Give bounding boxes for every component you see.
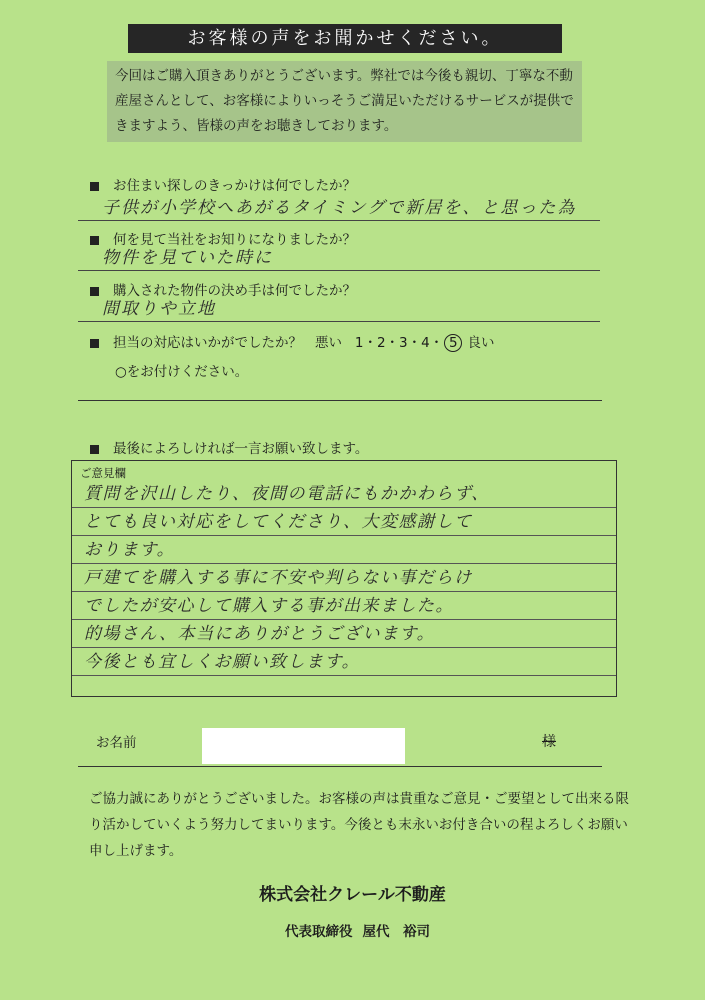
comment-line: 質問を沢山したり、夜間の電話にもかかわらず、 [72,481,616,508]
name-suffix: 様 [542,734,556,750]
bullet-square-icon [90,236,99,245]
comment-line: 的場さん、本当にありがとうございます。 [72,621,616,648]
name-label: お名前 [96,735,137,751]
comment-label: ご意見欄 [80,466,126,480]
bullet-square-icon [90,182,99,191]
rating-bad-label: 悪い [315,335,342,351]
rating-good-label: 良い [467,335,495,351]
bullet-square-icon [90,339,99,348]
representative [0,920,705,940]
question-1 [90,174,356,194]
name-redacted [202,728,405,764]
question-1-label: お住まい探しのきっかけは何でしたか？ [113,178,356,194]
bullet-square-icon [90,287,99,296]
rating-scale [315,331,495,352]
comment-line: 戸建てを購入する事に不安や判らない事だらけ [72,565,616,592]
question-3-label: 購入された物件の決め手は何でしたか？ [113,283,356,299]
question-2-label: 何を見て当社をお知りになりましたか？ [113,232,356,248]
comment-line: 今後とも宜しくお願い致します。 [72,649,616,676]
company-name: 株式会社クレール不動産 [259,885,446,905]
question-4 [90,331,302,351]
question-5-label: 最後によろしければ一言お願い致します。 [113,441,369,457]
question-4-label: 担当の対応はいかがでしたか？ [113,335,302,351]
comment-line: でしたが安心して購入する事が出来ました。 [72,593,616,620]
rating-instruction: ○をお付けください。 [115,364,249,380]
comment-line: とても良い対応をしてくださり、大変感謝して [72,509,616,536]
intro-text: 今回はご購入頂きありがとうございます。弊社では今後も親切、丁寧な不動産屋さんとして、お客様によりいっそうご満足いただけるサービスが提供できますよう、皆様の声をお聴きしております。 [107,61,582,142]
name-underline [78,766,602,767]
question-5 [90,437,368,457]
rating-selected: 5 [444,334,462,352]
rating-options: 1・2・3・4・ [354,335,444,351]
rep-name: 屋代 裕司 [362,924,430,940]
blank-line [78,400,602,401]
answer-2: 物件を見ていた時に [78,245,600,271]
bullet-square-icon [90,445,99,454]
rep-title: 代表取締役 [285,924,353,940]
comment-box [71,460,617,697]
page-title: お客様の声をお聞かせください。 [128,24,562,53]
thanks-text: ご協力誠にありがとうございました。お客様の声は貴重なご意見・ご要望として出来る限り活かしていくよう努力してまいります。今後とも末永いお付き合いの程よろしくお願い申し上げます。 [89,791,629,859]
answer-1: 子供が小学校へあがるタイミングで新居を、と思った為 [78,195,600,221]
answer-3: 間取りや立地 [78,296,600,322]
comment-line: おります。 [72,537,616,564]
